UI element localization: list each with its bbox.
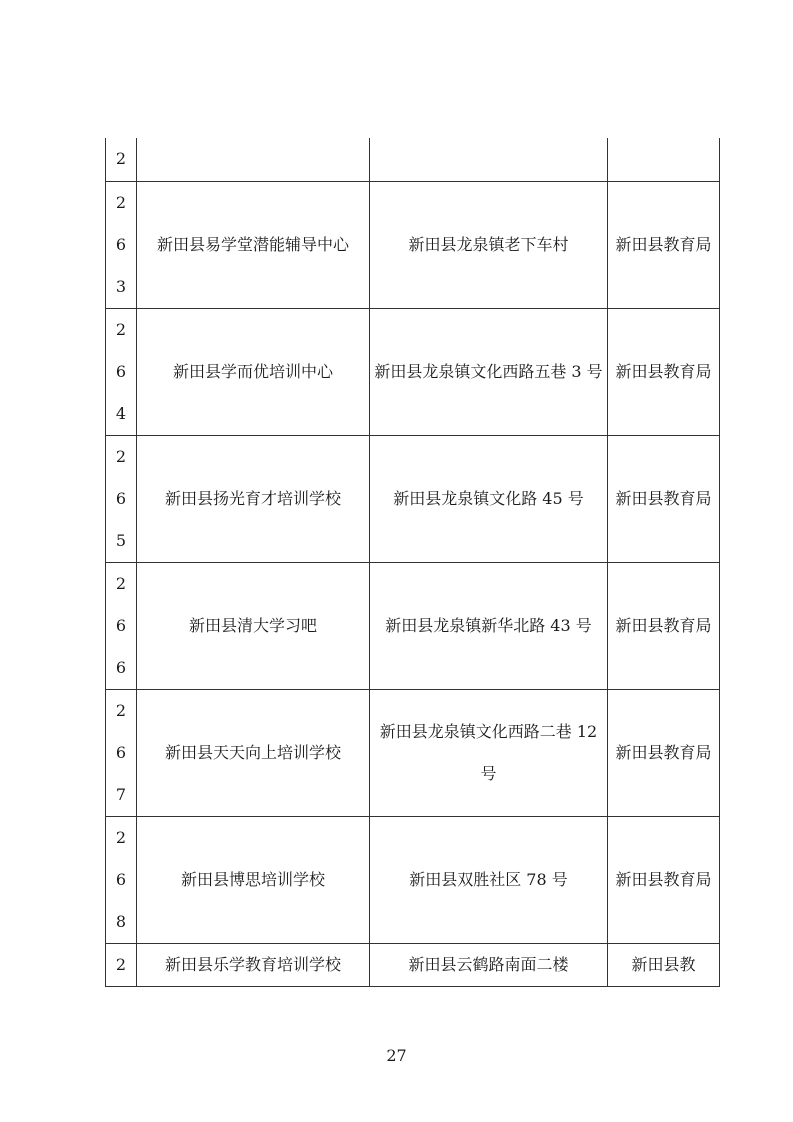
institution-name: 新田县乐学教育培训学校 <box>137 943 370 986</box>
row-number <box>106 563 136 689</box>
institution-name <box>137 138 370 181</box>
row-number <box>106 309 136 435</box>
row-number-digit: 5 <box>115 530 127 550</box>
table-row <box>106 181 720 308</box>
row-number <box>106 690 136 816</box>
row-number-digit: 4 <box>115 403 127 423</box>
row-number-digit: 2 <box>115 149 127 169</box>
table-body <box>106 138 720 986</box>
institution-name: 新田县易学堂潜能辅导中心 <box>137 181 370 308</box>
row-number-cell <box>106 562 137 689</box>
institution-name: 新田县学而优培训中心 <box>137 308 370 435</box>
institution-address: 新田县龙泉镇文化西路二巷 12 号 <box>370 689 608 816</box>
row-number-digit: 6 <box>115 657 127 677</box>
institution-address: 新田县云鹤路南面二楼 <box>370 943 608 986</box>
approving-authority: 新田县教育局 <box>608 816 720 943</box>
row-number-digit: 6 <box>115 488 127 508</box>
table-row <box>106 435 720 562</box>
row-number-digit: 2 <box>115 446 127 466</box>
row-number-digit: 3 <box>115 276 127 296</box>
institution-name: 新田县博思培训学校 <box>137 816 370 943</box>
row-number-digit: 6 <box>115 742 127 762</box>
institution-address: 新田县龙泉镇文化路 45 号 <box>370 435 608 562</box>
institution-address <box>370 138 608 181</box>
table-row <box>106 308 720 435</box>
institution-address: 新田县龙泉镇文化西路五巷 3 号 <box>370 308 608 435</box>
table-row <box>106 562 720 689</box>
approving-authority: 新田县教育局 <box>608 435 720 562</box>
table-row <box>106 689 720 816</box>
row-number-digit: 2 <box>115 954 127 974</box>
row-number-digit: 2 <box>115 573 127 593</box>
row-number <box>106 436 136 562</box>
row-number-cell <box>106 435 137 562</box>
institution-name: 新田县天天向上培训学校 <box>137 689 370 816</box>
institution-name: 新田县清大学习吧 <box>137 562 370 689</box>
row-number-digit: 6 <box>115 234 127 254</box>
institution-address: 新田县龙泉镇新华北路 43 号 <box>370 562 608 689</box>
row-number-digit: 8 <box>115 911 127 931</box>
approving-authority: 新田县教育局 <box>608 562 720 689</box>
row-number-cell <box>106 689 137 816</box>
table-row <box>106 138 720 181</box>
approving-authority: 新田县教育局 <box>608 181 720 308</box>
row-number-digit: 6 <box>115 361 127 381</box>
row-number-digit: 2 <box>115 700 127 720</box>
institution-name: 新田县扬光育才培训学校 <box>137 435 370 562</box>
row-number-digit: 2 <box>115 827 127 847</box>
institution-table <box>105 138 720 987</box>
row-number-cell <box>106 308 137 435</box>
table-row <box>106 816 720 943</box>
table-row <box>106 943 720 986</box>
approving-authority: 新田县教 <box>608 943 720 986</box>
row-number-digit: 2 <box>115 192 127 212</box>
row-number-digit: 2 <box>115 319 127 339</box>
row-number <box>106 817 136 943</box>
row-number <box>106 182 136 308</box>
row-number <box>106 944 136 986</box>
row-number-digit: 7 <box>115 784 127 804</box>
row-number-digit: 6 <box>115 615 127 635</box>
institution-address: 新田县龙泉镇老下车村 <box>370 181 608 308</box>
row-number-cell <box>106 943 137 986</box>
approving-authority: 新田县教育局 <box>608 689 720 816</box>
approving-authority <box>608 138 720 181</box>
row-number-cell <box>106 181 137 308</box>
institution-address: 新田县双胜社区 78 号 <box>370 816 608 943</box>
approving-authority: 新田县教育局 <box>608 308 720 435</box>
row-number-cell <box>106 138 137 181</box>
page-number: 27 <box>386 1046 407 1065</box>
row-number-cell <box>106 816 137 943</box>
row-number-digit: 6 <box>115 869 127 889</box>
row-number <box>106 138 136 180</box>
